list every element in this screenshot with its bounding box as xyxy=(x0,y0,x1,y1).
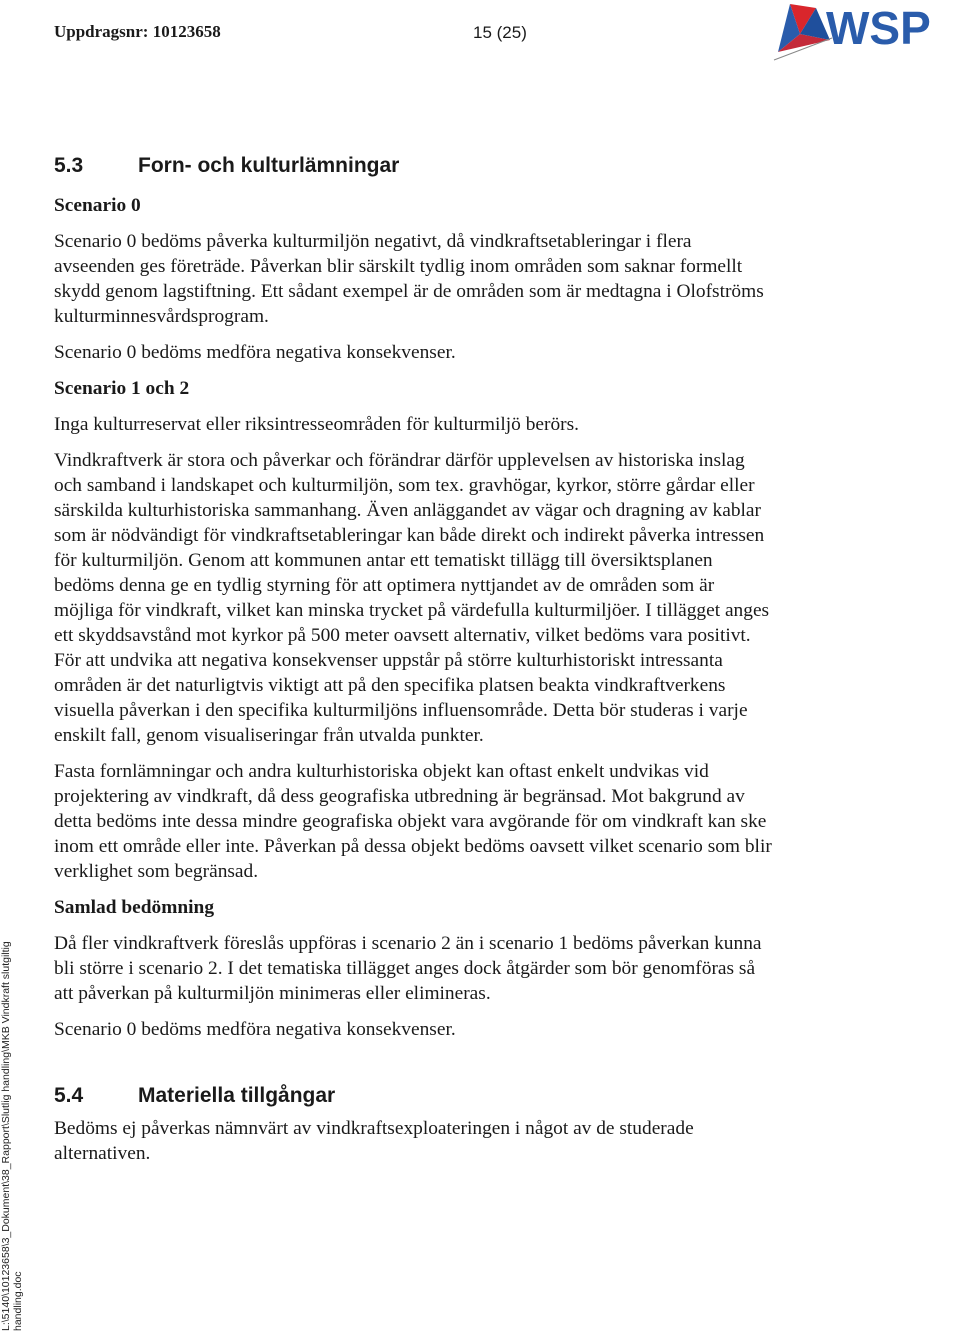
wsp-logo xyxy=(770,0,960,62)
page-number: 15 (25) xyxy=(473,23,527,42)
file-path-line-2: handling.doc xyxy=(12,1271,24,1331)
summary-heading: Samlad bedömning xyxy=(54,897,215,918)
material-assets-paragraph: Bedöms ej påverkas nämnvärt av vindkraftsexploateringen i något av de studerade alternativen. xyxy=(54,1118,694,1164)
assignment-number: Uppdragsnr: 10123658 xyxy=(54,22,221,41)
scenario-1-2-paragraph-1: Inga kulturreservat eller riksintresseområden för kulturmiljö berörs. xyxy=(54,414,579,435)
file-path-margin xyxy=(0,0,40,1331)
logo-mark xyxy=(774,4,832,60)
scenario-1-2-paragraph-3: Fasta fornlämningar och andra kulturhistoriska objekt kan oftast enkelt undvikas vid projektering av vindkraft, då dess geografiska utbredning är begränsad. Mot bakgrund av detta bedöms inte dessa mindre geografiska objekt vara avgörande för om vindkraft kan ske inom ett område eller inte. Påverkan på dessa objekt bedöms oavsett vilket scenario som blir verklighet som begränsad. xyxy=(54,761,772,882)
section-title: Materiella tillgångar xyxy=(138,1084,336,1107)
scenario-1-2-paragraph-2: Vindkraftverk är stora och påverkar och förändrar därför upplevelsen av historiska inslag och samband i landskapet och kulturmiljön, som tex. gravhögar, kyrkor, större gårdar eller särskilda kulturhistoriska sammanhang. Även anläggandet av vägar och dragning av kablar som är nödvändigt för vindkraftsetableringar kan både direkt och indirekt påverka intressen för kulturmiljön. Genom att kommunen antar ett tematiskt tillägg till översiktsplanen bedöms denna ge en tydlig styrning för att optimera nyttjandet av de områden som är möjliga för vindkraft, vilket kan minska trycket på värdefulla kulturmiljöer. I tillägget anges ett skyddsavstånd mot kyrkor på 500 meter oavsett alternativ, vilket bedöms vara positivt. För att undvika att negativa konsekvenser uppstår på större kulturhistoriskt intressanta områden är det naturligtvis viktigt att på den specifika platsen beakta vindkraftverkens visuella påverkan i den specifika kulturmiljöns influensområde. Detta bör studeras i varje enskilt fall, genom visualiseringar från utvalda punkter. xyxy=(54,450,770,746)
scenario-0-heading: Scenario 0 xyxy=(54,195,141,216)
file-path-line-1: L:\5140\10123658\3_Dokument\38_Rapport\Slutlig handling\MKB Vindkraft slutgiltig xyxy=(0,941,12,1331)
main-content xyxy=(54,150,774,1166)
section-number: 5.4 xyxy=(54,1084,84,1107)
scenario-1-2-heading: Scenario 1 och 2 xyxy=(54,378,190,399)
section-title: Forn- och kulturlämningar xyxy=(138,154,400,177)
scenario-0-conclusion: Scenario 0 bedöms medföra negativa konsekvenser. xyxy=(54,342,456,363)
summary-conclusion: Scenario 0 bedöms medföra negativa konsekvenser. xyxy=(54,1019,456,1040)
section-number: 5.3 xyxy=(54,154,84,177)
section-heading-5-3 xyxy=(54,150,774,182)
summary-paragraph: Då fler vindkraftverk föreslås uppföras i scenario 2 än i scenario 1 bedöms påverkan kunna bli större i scenario 2. I det tematiska tillägget anges dock åtgärder som bör genomföras så att påverkan på kulturmiljön minimeras eller elimineras. xyxy=(54,933,762,1004)
section-heading-5-4 xyxy=(54,1080,774,1112)
logo-text: WSP xyxy=(826,2,931,54)
scenario-0-paragraph: Scenario 0 bedöms påverka kulturmiljön negativt, då vindkraftsetableringar i flera avseenden ges företräde. Påverkan blir särskilt tydlig inom områden som saknar formellt skydd genom lagstiftning. Ett sådant exempel är de områden som är medtagna i Olofströms kulturminnesvårdsprogram. xyxy=(54,231,764,327)
